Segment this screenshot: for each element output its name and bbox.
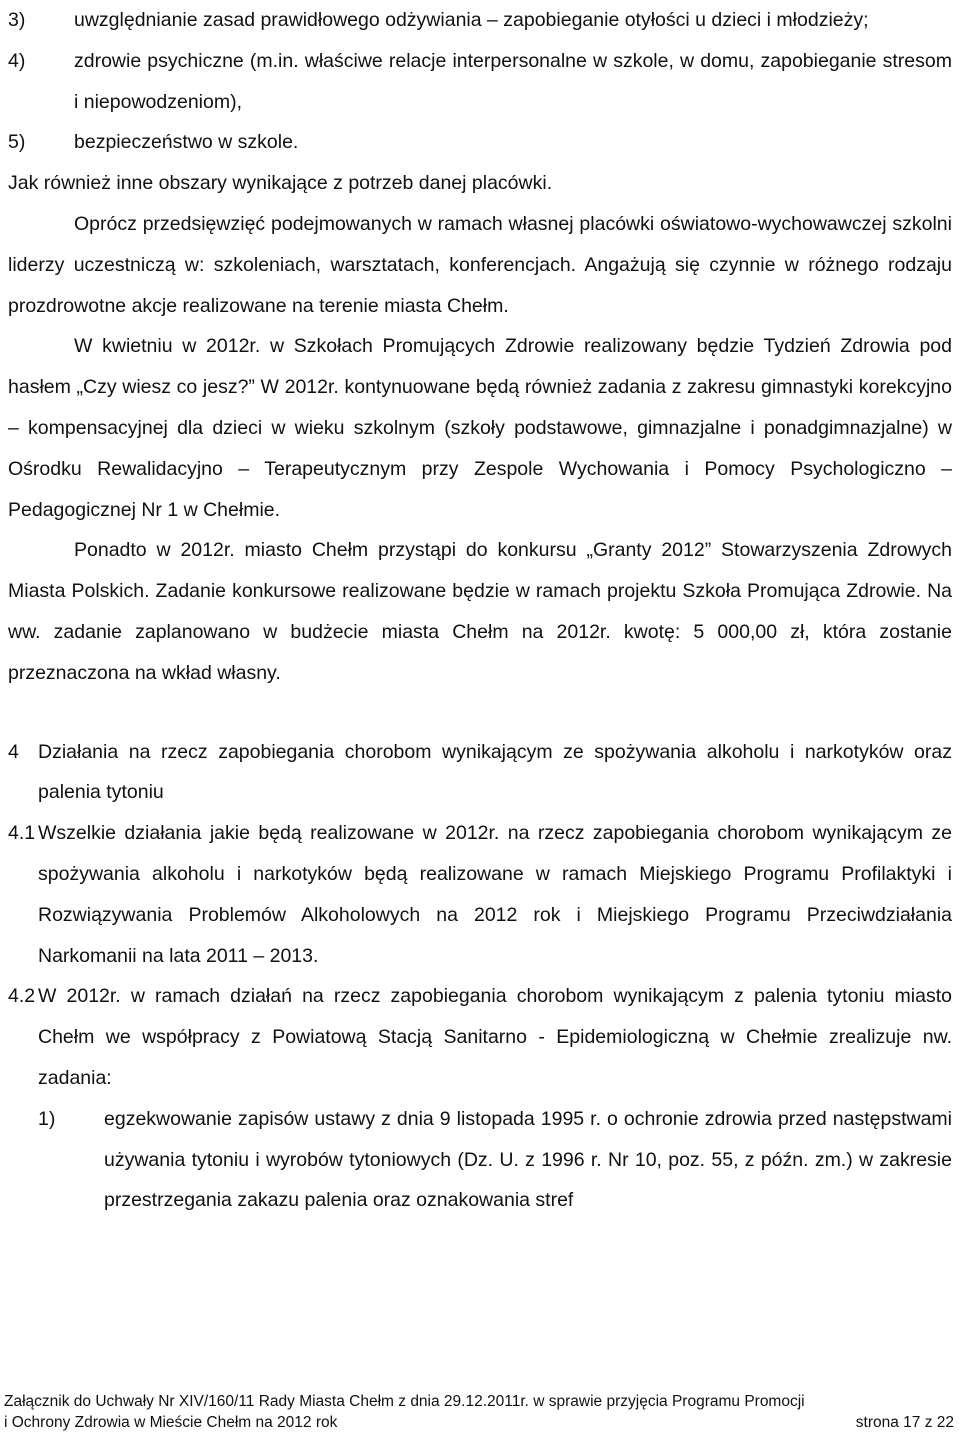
top-list bbox=[8, 0, 952, 163]
list-item-number: 5) bbox=[8, 131, 26, 154]
paragraph-other-areas: Jak również inne obszary wynikające z potrzeb danej placówki. bbox=[8, 172, 553, 195]
list-item-number: 4) bbox=[8, 49, 26, 72]
list-item-text: zdrowie psychiczne (m.in. właściwe relacje interpersonalne w szkole, w domu, zapobieganie stresom i niepowodzeniom), bbox=[74, 49, 952, 113]
page-footer bbox=[4, 1391, 954, 1433]
section-gap bbox=[8, 694, 952, 732]
section-item-text: Wszelkie działania jakie będą realizowane w 2012r. na rzecz zapobiegania chorobom wynikającym ze spożywania alkoholu i narkotyków będą realizowane w ramach Miejskiego Programu Profilaktyki i Rozwiązywania Problemów Alkoholowych na 2012 rok i Miejskiego Programu Przeciwdziałania Narkomanii na lata 2011 – 2013. bbox=[38, 822, 952, 967]
list-item-text: bezpieczeństwo w szkole. bbox=[74, 131, 299, 154]
sub-list-item-text: egzekwowanie zapisów ustawy z dnia 9 listopada 1995 r. o ochronie zdrowia przed następstwami używania tytoniu i wyrobów tytoniowych (Dz. U. z 1996 r. Nr 10, poz. 55, z późn. zm.) w zakresie przestrzegania zakazu palenia oraz oznakowania stref bbox=[104, 1107, 952, 1212]
section-4-heading bbox=[8, 732, 952, 814]
footer-line-2 bbox=[4, 1412, 954, 1433]
section-item-text: W 2012r. w ramach działań na rzecz zapobiegania chorobom wynikającym z palenia tytoniu miasto Chełm we współpracy z Powiatową Stacją Sanitarno - Epidemiologiczną w Chełmie zrealizuje nw. zadania: bbox=[38, 985, 952, 1089]
footer-title: i Ochrony Zdrowia w Mieście Chełm na 2012 rok bbox=[4, 1414, 338, 1431]
section-title: Działania na rzecz zapobiegania chorobom wynikającym ze spożywania alkoholu i narkotyków oraz palenia tytoniu bbox=[38, 740, 952, 804]
list-item bbox=[8, 41, 952, 123]
page-number: strona 17 z 22 bbox=[855, 1414, 954, 1431]
section-item-number: 4.2 bbox=[8, 985, 36, 1008]
paragraph-grants: Ponadto w 2012r. miasto Chełm przystąpi do konkursu „Granty 2012” Stowarzyszenia Zdrowych Miasta Polskich. Zadanie konkursowe realizowane będzie w ramach projektu Szkoła Promująca Zdrowie. Na ww. zadanie zaplanowano w budżecie miasta Chełm na 2012r. kwotę: 5 000,00 zł, która zostanie przeznaczona na wkład własny. bbox=[8, 539, 952, 684]
section-item-4-1 bbox=[8, 813, 952, 976]
sub-list-item bbox=[38, 1099, 952, 1221]
list-item-number: 3) bbox=[8, 9, 26, 31]
list-item bbox=[8, 122, 952, 163]
paragraph-leaders: Oprócz przedsięwzięć podejmowanych w ramach własnej placówki oświatowo-wychowawczej szkolni liderzy uczestniczą w: szkoleniach, warsztatach, konferencjach. Angażują się czynnie w różnego rodzaju prozdrowotne akcje realizowane na terenie miasta Chełm. bbox=[8, 212, 952, 317]
footer-line-1: Załącznik do Uchwały Nr XIV/160/11 Rady Miasta Chełm z dnia 29.12.2011r. w sprawie przyjęcia Programu Promocji bbox=[4, 1393, 805, 1410]
section-number: 4 bbox=[8, 740, 19, 763]
list-item bbox=[8, 0, 952, 41]
sub-list-item-number: 1) bbox=[38, 1107, 56, 1130]
section-item-number: 4.1 bbox=[8, 822, 36, 845]
paragraph-health-week: W kwietniu w 2012r. w Szkołach Promujących Zdrowie realizowany będzie Tydzień Zdrowia pod hasłem „Czy wiesz co jesz?” W 2012r. kontynuowane będą również zadania z zakresu gimnastyki korekcyjno – kompensacyjnej dla dzieci w wieku szkolnym (szkoły podstawowe, gimnazjalne i ponadgimnazjalne) w Ośrodku Rewalidacyjno – Terapeutycznym przy Zespole Wychowania i Pomocy Psychologiczno – Pedagogicznej Nr 1 w Chełmie. bbox=[8, 335, 952, 521]
section-item-4-2 bbox=[8, 976, 952, 1098]
page-content bbox=[8, 0, 952, 1221]
list-item-text: uwzględnianie zasad prawidłowego odżywiania – zapobieganie otyłości u dzieci i młodzieży; bbox=[74, 9, 869, 31]
